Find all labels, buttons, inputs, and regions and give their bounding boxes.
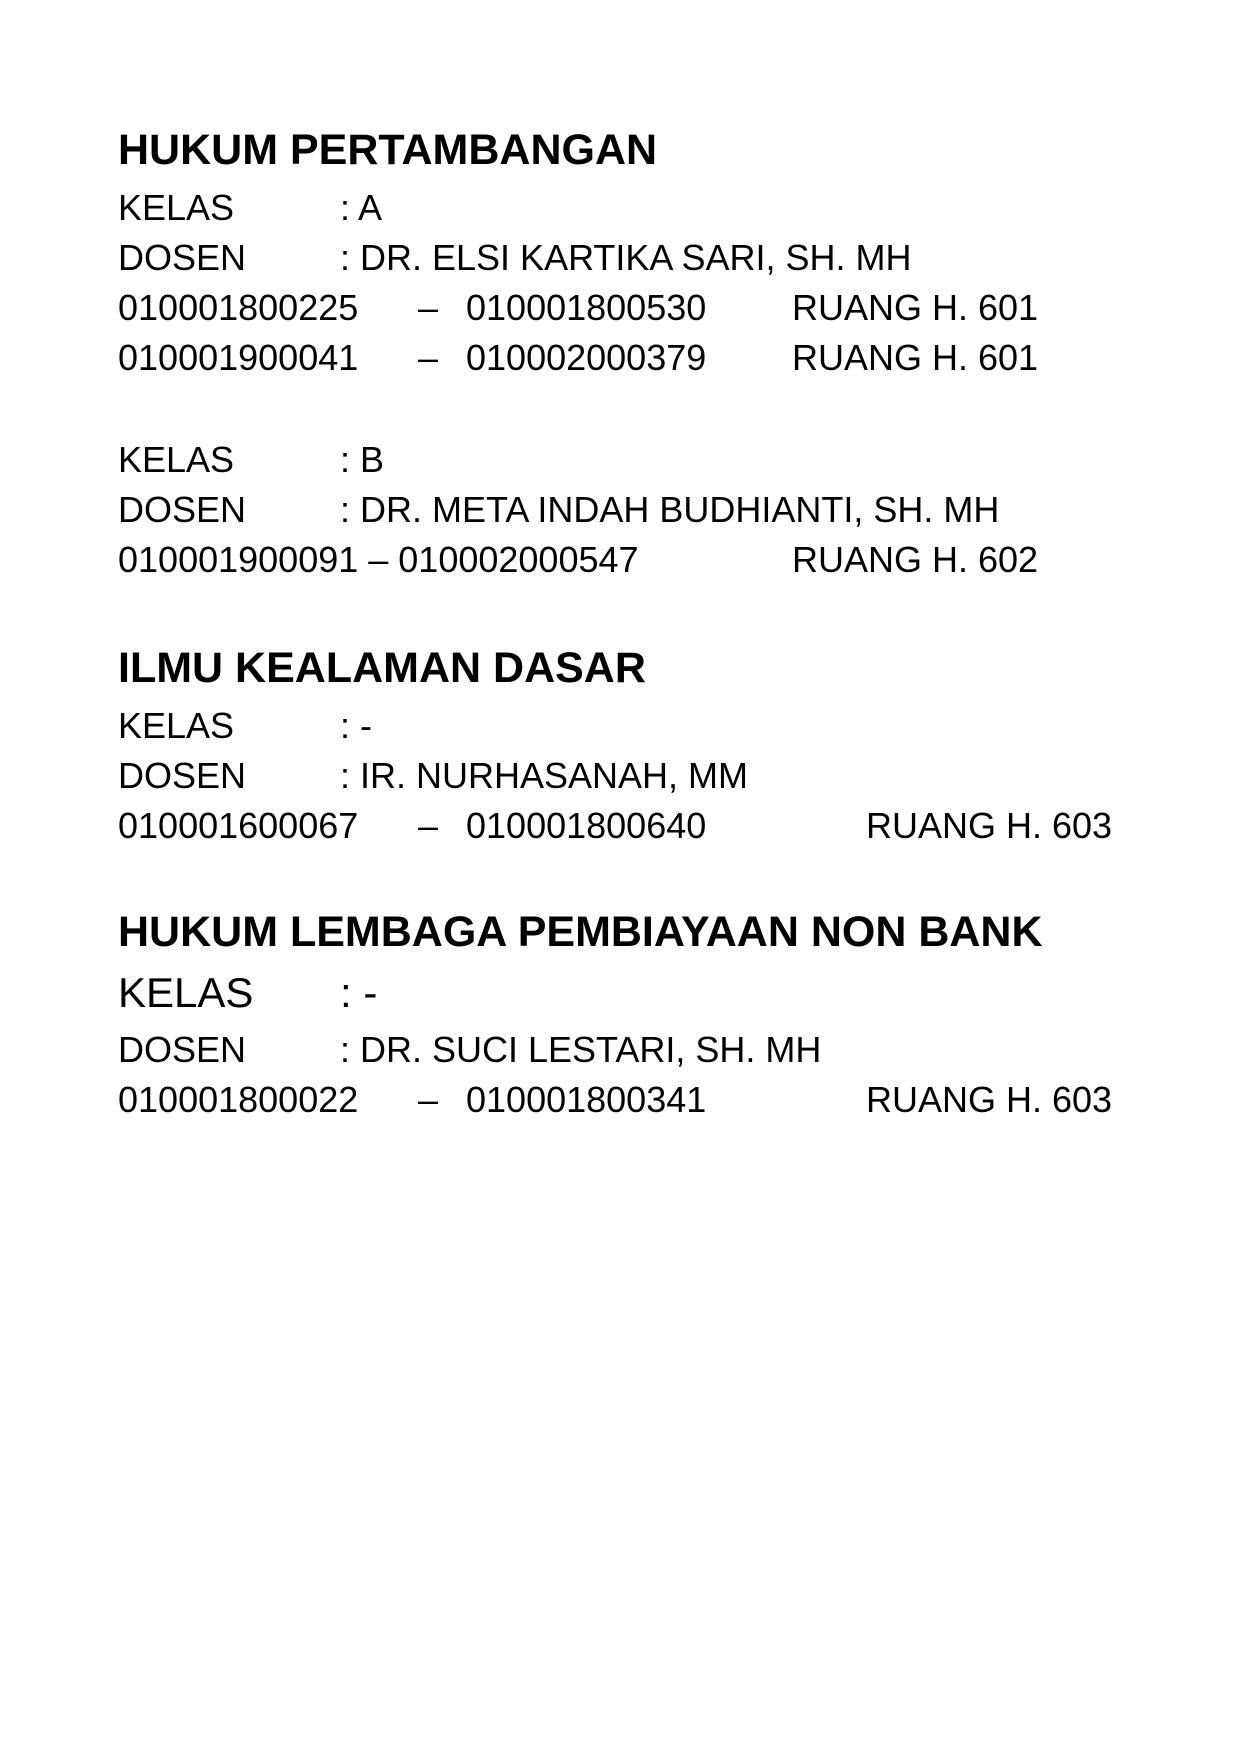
dosen-label: DOSEN bbox=[118, 1029, 247, 1070]
range: 010001900091 – 010002000547 bbox=[118, 539, 639, 580]
range-dash: – bbox=[418, 337, 439, 378]
section-title-hukum-pertambangan: HUKUM PERTAMBANGAN bbox=[118, 126, 658, 174]
kelas-label: KELAS bbox=[118, 439, 235, 480]
dosen-label: DOSEN bbox=[118, 489, 247, 530]
room: RUANG H. 601 bbox=[792, 337, 1039, 378]
dosen-label: DOSEN bbox=[118, 237, 247, 278]
dosen-value: : IR. NURHASANAH, MM bbox=[340, 755, 749, 796]
range-to: 010002000379 bbox=[466, 337, 707, 378]
kelas-value: : B bbox=[340, 439, 385, 480]
room: RUANG H. 603 bbox=[866, 805, 1113, 846]
kelas-value: : A bbox=[340, 187, 383, 228]
range-from: 010001600067 bbox=[118, 805, 359, 846]
section-title-hukum-lembaga-pembiayaan: HUKUM LEMBAGA PEMBIAYAAN NON BANK bbox=[118, 908, 1043, 956]
dosen-label: DOSEN bbox=[118, 755, 247, 796]
range-to: 010001800530 bbox=[466, 287, 707, 328]
kelas-label: KELAS bbox=[118, 705, 235, 746]
room: RUANG H. 603 bbox=[866, 1079, 1113, 1120]
kelas-value: : - bbox=[340, 705, 372, 746]
range-from: 010001900041 bbox=[118, 337, 359, 378]
range-from: 010001800225 bbox=[118, 287, 359, 328]
kelas-label: KELAS bbox=[118, 187, 235, 228]
room: RUANG H. 602 bbox=[792, 539, 1039, 580]
range-dash: – bbox=[418, 1079, 439, 1120]
range-from: 010001800022 bbox=[118, 1079, 359, 1120]
kelas-label: KELAS bbox=[118, 969, 254, 1016]
room: RUANG H. 601 bbox=[792, 287, 1039, 328]
range-dash: – bbox=[418, 805, 439, 846]
dosen-value: : DR. ELSI KARTIKA SARI, SH. MH bbox=[340, 237, 912, 278]
range-dash: – bbox=[418, 287, 439, 328]
range-to: 010001800341 bbox=[466, 1079, 707, 1120]
kelas-value: : - bbox=[340, 969, 378, 1016]
range-to: 010001800640 bbox=[466, 805, 707, 846]
dosen-value: : DR. META INDAH BUDHIANTI, SH. MH bbox=[340, 489, 1000, 530]
dosen-value: : DR. SUCI LESTARI, SH. MH bbox=[340, 1029, 822, 1070]
section-title-ilmu-kealaman-dasar: ILMU KEALAMAN DASAR bbox=[118, 644, 646, 692]
